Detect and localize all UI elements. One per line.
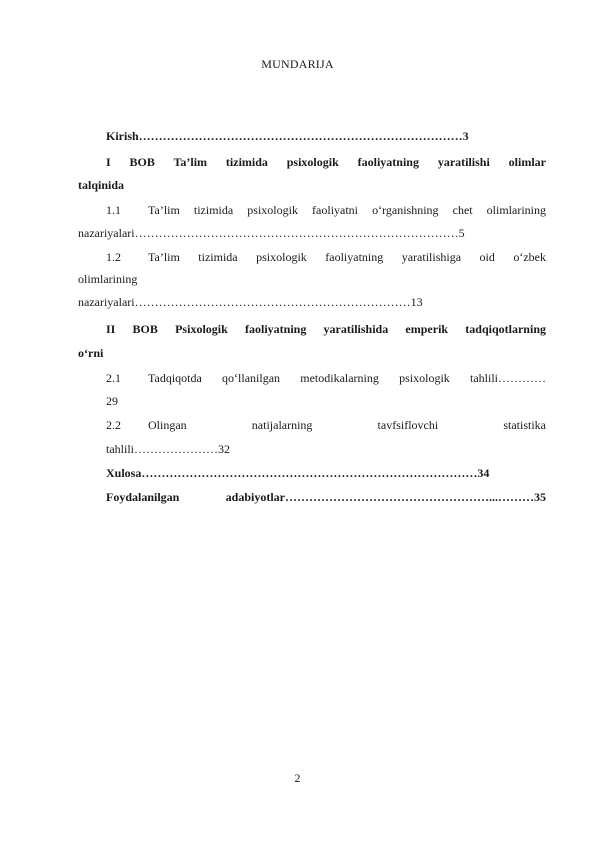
toc-section-2-1: [106, 371, 546, 386]
toc-section-1-2-line-2: olimlarining: [78, 272, 138, 286]
section-number: 1.1: [106, 203, 121, 217]
toc-section-2-1-line-2: 29: [106, 394, 118, 408]
toc-chapter-1-line-2: talqinida: [78, 178, 125, 192]
toc-section-2-2: [106, 418, 546, 433]
toc-chapter-2-line-1: II BOB Psixologik faoliyatning yaratilishida emperik tadqiqotlarning: [106, 322, 546, 336]
section-text: Olingan natijalarning tavfsiflovchi statistika: [148, 418, 546, 432]
section-number: 2.1: [106, 371, 121, 385]
toc-section-1-2: [106, 250, 546, 265]
toc-section-1-1: [106, 203, 546, 218]
toc-chapter-2-line-2: o‘rni: [78, 346, 104, 360]
page-number: 2: [294, 771, 301, 785]
toc-chapter-1-line-1: I BOB Ta’lim tizimida psixologik faoliyatning yaratilishi olimlar: [106, 155, 546, 169]
toc-section-2-2-line-2: tahlili…………………32: [106, 442, 230, 456]
section-text: Ta’lim tizimida psixologik faoliyatning yaratilishiga oid o‘zbek: [148, 250, 546, 264]
toc-entry-xulosa: Xulosa…………………………………………………………………………34: [106, 466, 490, 480]
section-text: Ta’lim tizimida psixologik faoliyatni o‘rganishning chet olimlarining: [148, 203, 546, 217]
toc-section-1-1-line-2: nazariyalari………………………………………………………………………5: [78, 226, 465, 240]
page-title: MUNDARIJA: [261, 57, 334, 71]
toc-section-1-2-line-3: nazariyalari……………………………………………………………13: [78, 295, 423, 309]
toc-entry-adabiyotlar: Foydalanilgan adabiyotlar……………………………………………...………35: [106, 490, 546, 504]
section-number: 1.2: [106, 250, 121, 264]
toc-entry-kirish: Kirish………………………………………………………………………3: [106, 129, 469, 143]
section-text: Tadqiqotda qo‘llanilgan metodikalarning psixologik tahlili…………: [148, 371, 546, 385]
section-number: 2.2: [106, 418, 121, 432]
